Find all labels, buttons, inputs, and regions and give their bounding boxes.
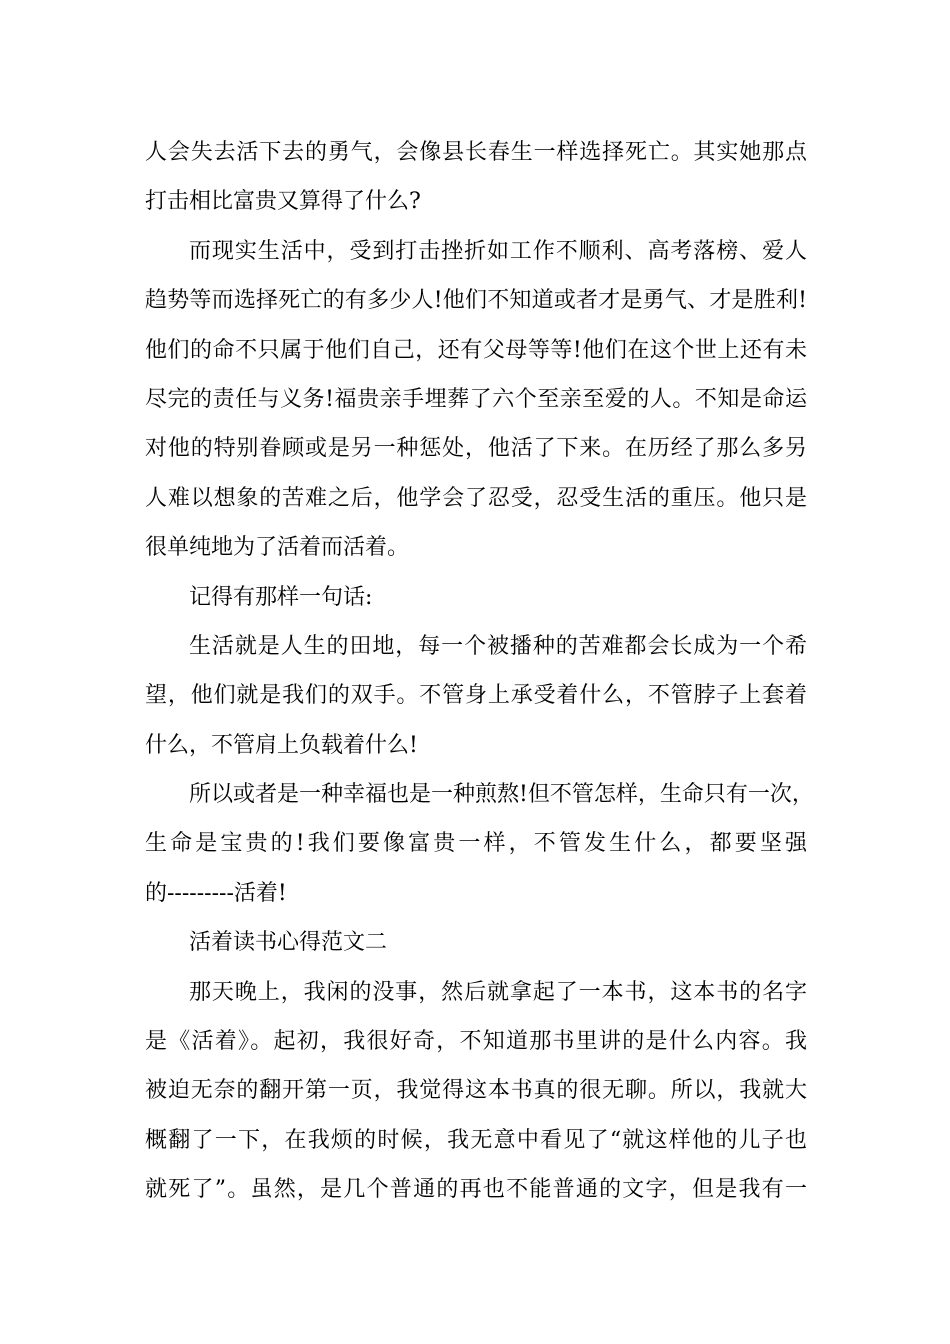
paragraph-start-line: 那天晚上，我闲的没事，然后就拿起了一本书，这本书的名字 [189, 979, 807, 1005]
text-line: 是《活着》。起初，我很好奇，不知道那书里讲的是什么内容。我 [145, 1029, 807, 1055]
document-body [145, 128, 814, 1215]
text-line: 人会失去活下去的勇气，会像县长春生一样选择死亡。其实她那点 [145, 140, 807, 165]
text-line: 被迫无奈的翻开第一页，我觉得这本书真的很无聊。所以，我就大 [145, 1078, 807, 1104]
text-line: 人难以想象的苦难之后，他学会了忍受，忍受生活的重压。他只是 [145, 485, 807, 511]
text-line: 打击相比富贵又算得了什么? [145, 189, 421, 215]
text-line: 很单纯地为了活着而活着。 [145, 535, 410, 561]
text-line: 望，他们就是我们的双手。不管身上承受着什么，不管脖子上套着 [145, 683, 807, 709]
text-line: 他们的命不只属于他们自己，还有父母等等!他们在这个世上还有未 [145, 337, 807, 363]
text-line: 的---------活着! [145, 880, 287, 906]
paragraph-start-line: 生活就是人生的田地，每一个被播种的苦难都会长成为一个希 [189, 633, 807, 659]
text-line: 趋势等而选择死亡的有多少人!他们不知道或者才是勇气、才是胜利! [145, 288, 807, 314]
text-line: 什么，不管肩上负载着什么! [145, 732, 418, 758]
paragraph-start-line: 所以或者是一种幸福也是一种煎熬!但不管怎样，生命只有一次， [189, 782, 814, 808]
text-line: 概翻了一下，在我烦的时候，我无意中看见了“就这样他的儿子也 [145, 1127, 807, 1153]
text-line: 就死了”。虽然，是几个普通的再也不能普通的文字，但是我有一 [145, 1177, 807, 1203]
section-heading: 活着读书心得范文二 [189, 930, 388, 956]
paragraph-start-line: 记得有那样一句话: [189, 584, 373, 610]
text-line: 对他的特别眷顾或是另一种惩处，他活了下来。在历经了那么多另 [145, 436, 807, 462]
paragraph-start-line: 而现实生活中，受到打击挫折如工作不顺利、高考落榜、爱人 [189, 238, 807, 264]
text-line: 尽完的责任与义务!福贵亲手埋葬了六个至亲至爱的人。不知是命运 [145, 386, 807, 412]
text-line: 生命是宝贵的!我们要像富贵一样，不管发生什么，都要坚强 [145, 831, 807, 857]
